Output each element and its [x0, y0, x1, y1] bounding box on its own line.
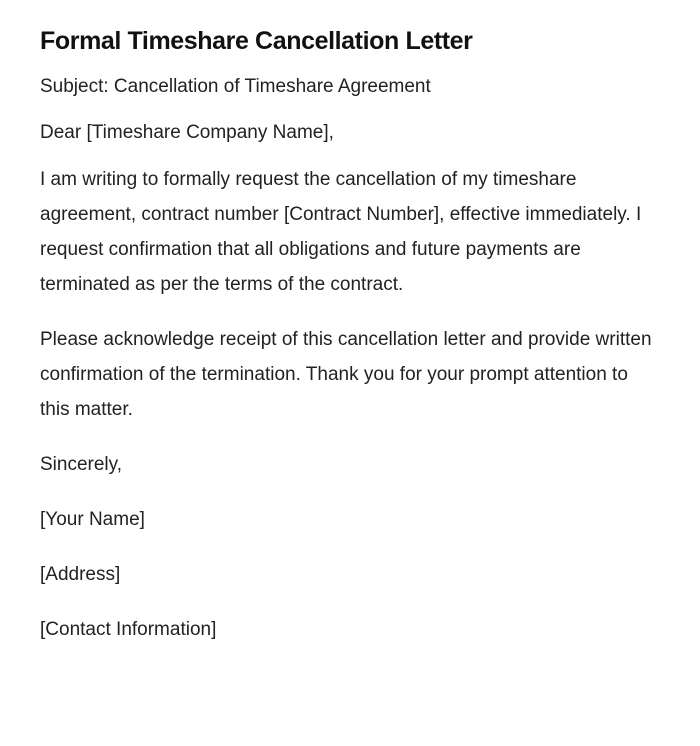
- signature-address: [Address]: [40, 564, 121, 585]
- body-paragraph-2: Please acknowledge receipt of this cancellation letter and provide written confirmation of the termination. Thank you for your prompt attention to this matter.: [40, 329, 652, 420]
- signature-contact: [Contact Information]: [40, 619, 217, 640]
- subject-line: Subject: Cancellation of Timeshare Agreement: [40, 76, 431, 97]
- greeting: Dear [Timeshare Company Name],: [40, 122, 334, 143]
- signature-name: [Your Name]: [40, 509, 145, 530]
- closing: Sincerely,: [40, 454, 123, 475]
- body-paragraph-1: I am writing to formally request the cancellation of my timeshare agreement, contract number [Contract Number], effective immediately. I request confirmation that all obligations and future payments are terminated as per the terms of the contract.: [40, 169, 642, 295]
- page-title: Formal Timeshare Cancellation Letter: [40, 27, 473, 55]
